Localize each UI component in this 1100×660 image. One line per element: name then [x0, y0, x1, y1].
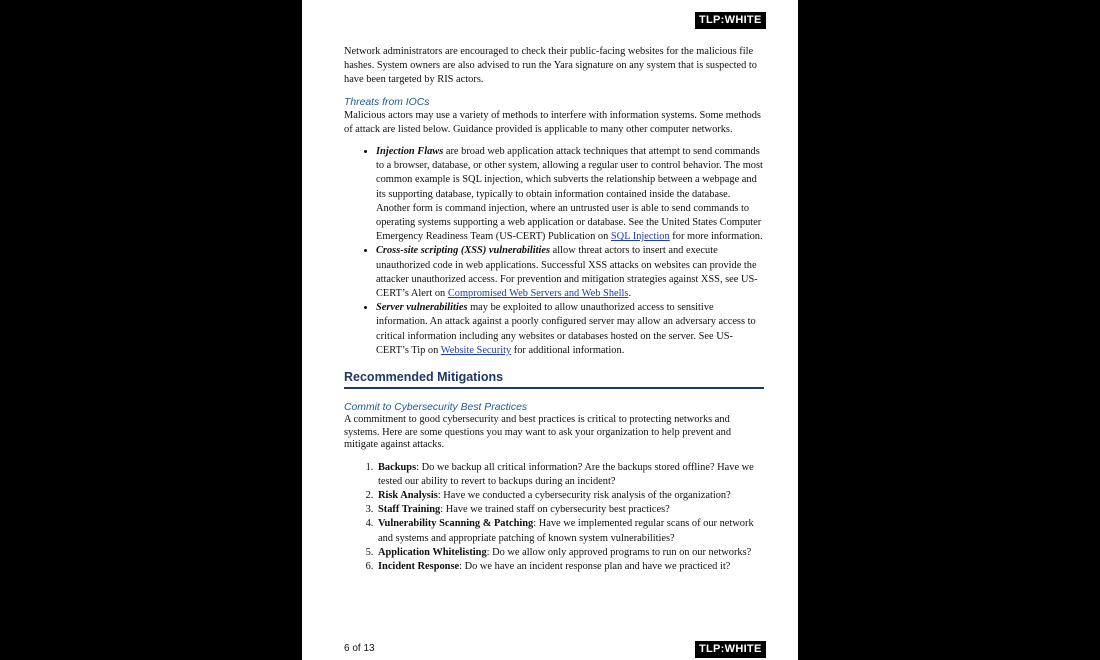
mitigations-heading: Recommended Mitigations [344, 370, 764, 389]
mitigation-text: : Have we conducted a cybersecurity risk analysis of the organization? [437, 489, 731, 501]
mitigation-item [376, 503, 764, 517]
document-page [302, 0, 798, 660]
threats-paragraph: Malicious actors may use a variety of methods to interfere with information systems. Some methods of attack are listed below. Guidance provided is applicable to many other computer networks. [344, 109, 761, 135]
mitigation-item [376, 461, 764, 489]
threat-item-injection [376, 145, 764, 244]
mitigation-text: : Have we implemented regular scans of our network and systems and appropriate patching of known system vulnerabilities? [378, 518, 754, 544]
threat-text-after: . [628, 288, 632, 300]
mitigation-item [376, 546, 764, 560]
threat-text: may be exploited to allow unauthorized access to sensitive information. An attack against a poorly configured server may allow an adversary access to critical information including any websites or databases hosted on the server. See US-CERT’s Tip on [376, 302, 756, 356]
mitigation-term: Staff Training [378, 504, 441, 516]
threat-item-server [376, 301, 764, 358]
compromised-web-servers-link[interactable]: Compromised Web Servers and Web Shells [447, 288, 629, 300]
threat-term: Cross-site scripting (XSS) vulnerabilities [376, 245, 551, 257]
mitigation-text: : Do we allow only approved programs to run on our networks? [486, 546, 752, 558]
mitigation-item [376, 517, 764, 545]
intro-paragraph: Network administrators are encouraged to check their public-facing websites for the malicious file hashes. System owners are also advised to run the Yara signature on any system that is suspected to have been targeted by RIS actors. [344, 46, 757, 86]
page-number: 6 of 13 [344, 643, 375, 654]
mitigation-term: Backups [378, 461, 417, 473]
threat-text-after: for more information. [669, 231, 763, 243]
mitigation-term: Incident Response [378, 560, 460, 572]
mitigation-text: : Do we backup all critical information? Are the backups stored offline? Have we tested our ability to revert to backups during an incident? [378, 461, 754, 487]
mitigations-list [344, 461, 764, 575]
tlp-header-label: TLP:WHITE [695, 12, 766, 29]
website-security-link[interactable]: Website Security [440, 344, 512, 356]
mitigation-item [376, 489, 764, 503]
best-practices-heading: Commit to Cybersecurity Best Practices [344, 402, 528, 414]
sql-injection-link[interactable]: SQL Injection [610, 231, 670, 243]
mitigation-term: Risk Analysis [378, 489, 438, 501]
mitigations-paragraph: A commitment to good cybersecurity and best practices is critical to protecting networks and systems. Here are some questions you may want to ask your organization to help prevent and mitigate against attacks. [344, 414, 732, 451]
mitigation-item [376, 560, 764, 574]
threat-term: Server vulnerabilities [376, 302, 468, 314]
mitigation-term: Vulnerability Scanning & Patching [378, 518, 534, 530]
threats-list [344, 145, 764, 358]
threat-term: Injection Flaws [376, 146, 444, 158]
mitigation-text: : Have we trained staff on cybersecurity best practices? [440, 504, 670, 516]
page-content [344, 45, 764, 574]
mitigation-text: : Do we have an incident response plan and have we practiced it? [459, 560, 731, 572]
mitigation-term: Application Whitelisting [378, 546, 487, 558]
threat-text: allow threat actors to insert and execute unauthorized code in web applications. Successful XSS attacks on websites can provide the attacker unauthorized access. For prevention and mitigation strategies against XSS, see US-CERT’s Alert on [376, 245, 758, 300]
threat-item-xss [376, 244, 764, 301]
threat-text: are broad web application attack techniques that attempt to send commands to a browser, database, or other system, allowing a regular user to control behavior. The most common example is SQL injection, which subverts the relationship between a webpage and its supporting database, typically to obtain information contained inside the database. Another form is command injection, where an untrusted user is able to send commands to operating systems supporting a web application or database. See the United States Computer Emergency Readiness Team (US-CERT) Publication on [376, 146, 763, 243]
tlp-footer-label: TLP:WHITE [695, 641, 766, 658]
threats-heading: Threats from IOCs [344, 96, 430, 108]
threat-text-after: for additional information. [511, 344, 625, 356]
